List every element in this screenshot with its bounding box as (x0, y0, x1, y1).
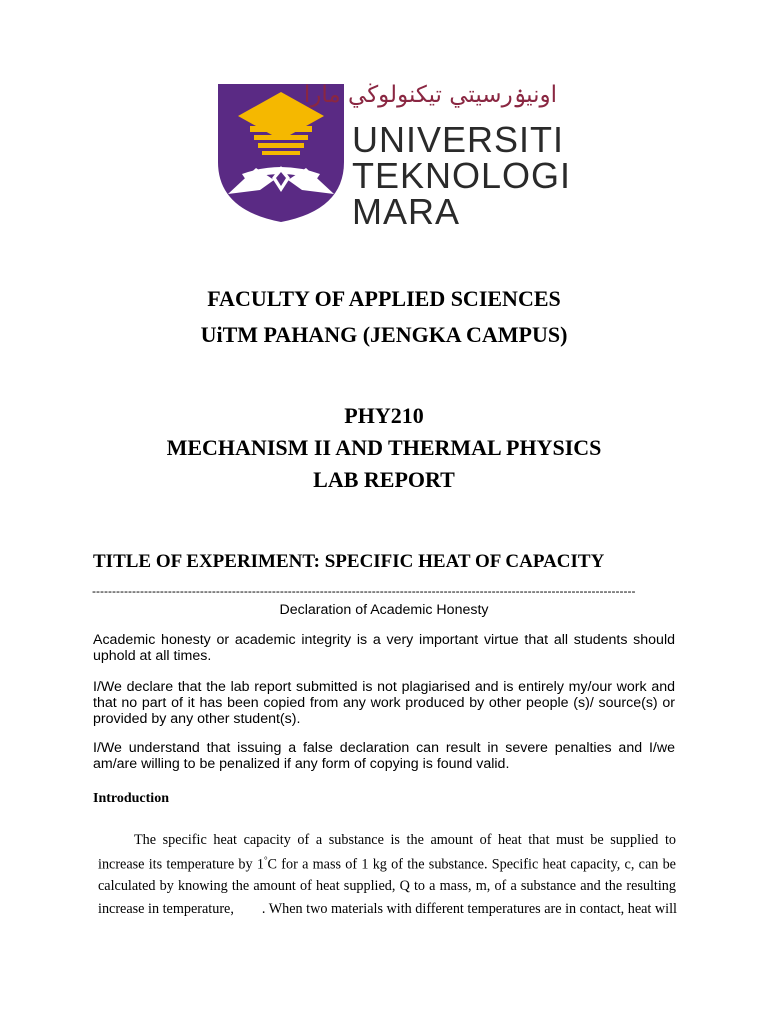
intro-line-3 (98, 878, 676, 895)
intro-line-3-text: calculated by knowing the amount of heat supplied, Q to a mass, m, of a substance and the resulting (98, 878, 676, 894)
declaration-paragraph-2: I/We declare that the lab report submitted is not plagiarised and is entirely my/our work and that no part of it has been copied from any work produced by other people (s)/ source(s) or provided by any other student(s). (93, 679, 675, 727)
logo-name-line-1: UNIVERSITI (352, 119, 565, 160)
intro-line-1 (98, 832, 676, 849)
intro-line-2 (98, 855, 676, 874)
declaration-paragraph-3: I/We understand that issuing a false declaration can result in severe penalties and I/we am/are willing to be penalized if any form of copying is found valid. (93, 740, 675, 772)
introduction-heading: Introduction (93, 791, 169, 806)
intro-line-4-text-a: increase in temperature, (98, 901, 234, 917)
report-type: LAB REPORT (313, 467, 455, 492)
declaration-heading: Declaration of Academic Honesty (279, 602, 489, 618)
logo-arabic-text: اونيۏرسيتي تيكنولوڬي مارا (303, 82, 557, 108)
course-name: MECHANISM II AND THERMAL PHYSICS (166, 435, 602, 460)
intro-line-2-text-b: C for a mass of 1 kg of the substance. Specific heat capacity, c, can be (267, 856, 676, 873)
intro-line-4-text-b: . When two materials with different temperatures are in contact, heat will (261, 901, 677, 917)
experiment-title: TITLE OF EXPERIMENT: SPECIFIC HEAT OF CAPACITY (93, 551, 605, 572)
intro-line-2-text-a: increase its temperature by 1 (98, 856, 264, 873)
logo-name-line-3: MARA (352, 191, 461, 232)
intro-line-4 (98, 901, 676, 918)
declaration-paragraph-1: Academic honesty or academic integrity is a very important virtue that all students should uphold at all times. (93, 632, 675, 664)
degree-sign: ° (263, 855, 268, 865)
logo-name-line-2: TEKNOLOGI (352, 155, 572, 196)
campus-title: UiTM PAHANG (JENGKA CAMPUS) (200, 322, 568, 347)
uitm-logo (216, 82, 572, 232)
intro-line-1-text: The specific heat capacity of a substance is the amount of heat that must be supplied to (134, 832, 676, 848)
dashed-separator: ---------------------------------------------------------------------------------------------------------------------------------------- (92, 584, 636, 598)
faculty-title: FACULTY OF APPLIED SCIENCES (207, 286, 561, 311)
course-code: PHY210 (344, 403, 424, 428)
